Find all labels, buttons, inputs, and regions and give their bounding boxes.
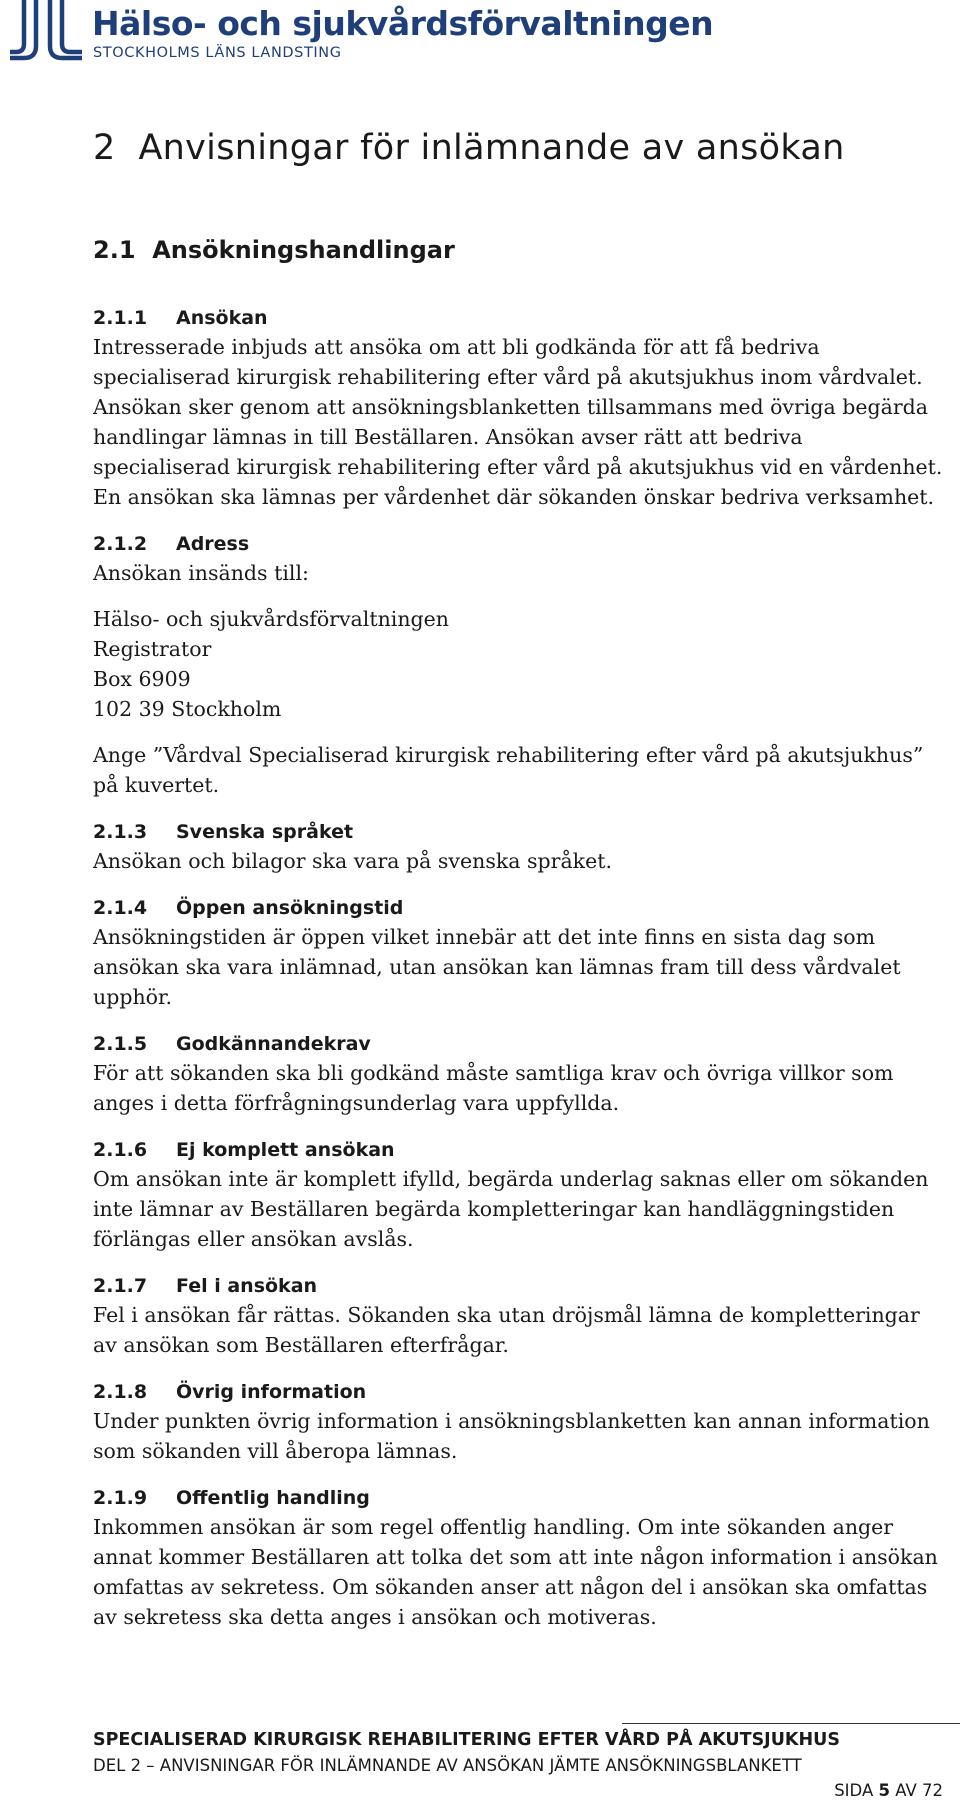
subsection-title: Svenska språket xyxy=(176,821,354,843)
paragraph: Ansökan och bilagor ska vara på svenska språket. xyxy=(93,849,612,873)
page-current: 5 xyxy=(878,1781,890,1800)
footer-subtitle: DEL 2 – ANVISNINGAR FÖR INLÄMNANDE AV ANSÖKAN JÄMTE ANSÖKNINGSBLANKETT xyxy=(93,1756,802,1775)
subsection-number: 2.1.5 xyxy=(93,1033,148,1055)
subsection-number: 2.1.1 xyxy=(93,307,148,329)
footer-title: SPECIALISERAD KIRURGISK REHABILITERING EFTER VÅRD PÅ AKUTSJUKHUS xyxy=(93,1730,840,1750)
subsection-heading xyxy=(93,1136,943,1164)
subsection-adress xyxy=(93,530,943,800)
subsection-heading xyxy=(93,530,943,558)
subsection-number: 2.1.8 xyxy=(93,1381,148,1403)
subsection-number: 2.1.4 xyxy=(93,897,148,919)
subsection-title: Offentlig handling xyxy=(176,1487,370,1509)
section-number: 2.1 xyxy=(93,236,136,264)
address-block xyxy=(93,604,943,724)
address-line: Hälso- och sjukvårdsförvaltningen xyxy=(93,607,449,631)
section-heading xyxy=(93,236,943,264)
chapter-number: 2 xyxy=(93,128,116,168)
chapter-heading xyxy=(93,128,943,168)
subsection-number: 2.1.2 xyxy=(93,533,148,555)
paragraph: Ansökan insänds till: xyxy=(93,561,309,585)
subsection-heading xyxy=(93,818,943,846)
subsection-fel-i-ansokan xyxy=(93,1272,943,1360)
page-mid: AV xyxy=(895,1781,917,1800)
subsection-title: Ej komplett ansökan xyxy=(176,1139,395,1161)
organization-subtitle: STOCKHOLMS LÄNS LANDSTING xyxy=(93,45,342,61)
subsection-title: Adress xyxy=(176,533,250,555)
subsection-svenska-spraket xyxy=(93,818,943,876)
subsection-heading xyxy=(93,894,943,922)
paragraph: Om ansökan inte är komplett ifylld, begärda underlag saknas eller om sökanden inte lämnar av Beställaren begärda kompletteringar kan handläggningstiden förlängas eller ansökan avslås. xyxy=(93,1167,929,1251)
subsection-title: Övrig information xyxy=(176,1381,367,1403)
page-total: 72 xyxy=(922,1781,943,1800)
subsection-heading xyxy=(93,1378,943,1406)
paragraph: Intresserade inbjuds att ansöka om att bli godkända för att få bedriva specialiserad kirurgisk rehabilitering efter vård på akutsjukhus inom vårdvalet. Ansökan sker genom att ansökningsblanketten tillsammans med övriga begärda handlingar lämnas in till Beställaren. Ansökan avser rätt att bedriva specialiserad kirurgisk rehabilitering efter vård på akutsjukhus vid en vårdenhet. En ansökan ska lämnas per vårdenhet där sökanden önskar bedriva verksamhet. xyxy=(93,335,943,509)
page-number xyxy=(834,1781,943,1800)
subsection-title: Ansökan xyxy=(176,307,268,329)
subsection-ej-komplett-ansokan xyxy=(93,1136,943,1254)
subsection-number: 2.1.3 xyxy=(93,821,148,843)
paragraph: Ansökningstiden är öppen vilket innebär att det inte finns en sista dag som ansökan ska vara inlämnad, utan ansökan kan lämnas fram till dess vårdvalet upphör. xyxy=(93,925,901,1009)
paragraph: För att sökanden ska bli godkänd måste samtliga krav och övriga villkor som anges i detta förfrågningsunderlag vara uppfyllda. xyxy=(93,1061,894,1115)
paragraph: Inkommen ansökan är som regel offentlig handling. Om inte sökanden anger annat kommer Beställaren att tolka det som att inte någon information i ansökan omfattas av sekretess. Om sökanden anser att någon del i ansökan ska omfattas av sekretess ska detta anges i ansökan och motiveras. xyxy=(93,1515,938,1629)
subsection-title: Fel i ansökan xyxy=(176,1275,318,1297)
page-prefix: SIDA xyxy=(834,1781,874,1800)
subsection-heading xyxy=(93,304,943,332)
subsection-number: 2.1.7 xyxy=(93,1275,148,1297)
address-line: Registrator xyxy=(93,637,212,661)
paragraph: Under punkten övrig information i ansökningsblanketten kan annan information som sökanden vill åberopa lämnas. xyxy=(93,1409,930,1463)
subsection-heading xyxy=(93,1030,943,1058)
paragraph: Ange ”Vårdval Specialiserad kirurgisk rehabilitering efter vård på akutsjukhus” på kuvertet. xyxy=(93,743,924,797)
subsection-ansokan xyxy=(93,304,943,512)
chapter-title: Anvisningar för inlämnande av ansökan xyxy=(138,128,845,168)
subsection-title: Öppen ansökningstid xyxy=(176,897,404,919)
address-line: 102 39 Stockholm xyxy=(93,697,282,721)
subsection-oppen-ansokningstid xyxy=(93,894,943,1012)
subsection-ovrig-information xyxy=(93,1378,943,1466)
subsection-godkannandekrav xyxy=(93,1030,943,1118)
section-title: Ansökningshandlingar xyxy=(152,236,455,264)
sll-logo-icon xyxy=(10,0,82,62)
subsection-heading xyxy=(93,1484,943,1512)
paragraph: Fel i ansökan får rättas. Sökanden ska utan dröjsmål lämna de kompletteringar av ansökan som Beställaren efterfrågar. xyxy=(93,1303,920,1357)
subsection-title: Godkännandekrav xyxy=(176,1033,371,1055)
address-line: Box 6909 xyxy=(93,667,191,691)
subsection-number: 2.1.6 xyxy=(93,1139,148,1161)
subsection-heading xyxy=(93,1272,943,1300)
document-body xyxy=(93,128,943,1632)
subsection-number: 2.1.9 xyxy=(93,1487,148,1509)
organization-name: Hälso- och sjukvårdsförvaltningen xyxy=(92,4,714,43)
footer-divider xyxy=(622,1723,960,1724)
subsection-offentlig-handling xyxy=(93,1484,943,1632)
